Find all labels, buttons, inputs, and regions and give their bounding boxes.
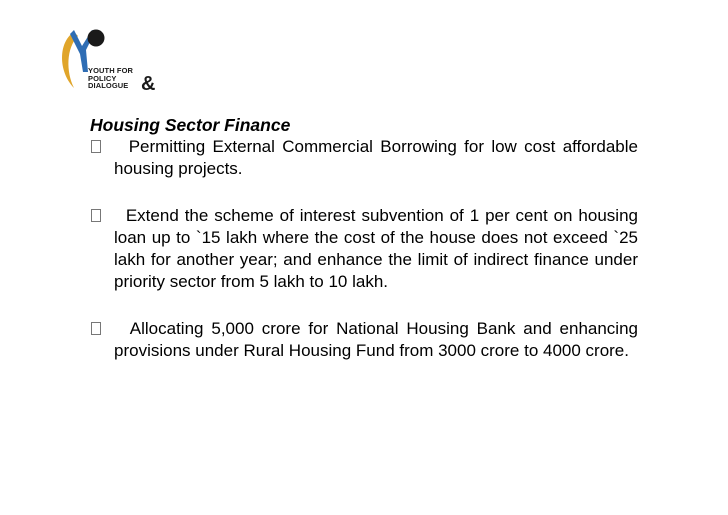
bullet-item-nhb-allocation [90, 318, 638, 362]
bullet-list [90, 136, 638, 362]
bullet-text: Permitting External Commercial Borrowing for low cost affordable housing projects. [114, 137, 638, 178]
square-bullet-icon [91, 140, 101, 153]
square-bullet-icon [91, 322, 101, 335]
bullet-text: Extend the scheme of interest subvention of 1 per cent on housing loan up to `15 lakh where the cost of the house does not exceed `25 lakh for another year; and enhance the limit of indirect finance under priority sector from 5 lakh to 10 lakh. [114, 206, 638, 291]
square-bullet-icon [91, 209, 101, 222]
logo-line-1: YOUTH FOR [88, 66, 134, 75]
organization-logo [56, 26, 176, 106]
logo-line-3: DIALOGUE [88, 81, 129, 90]
logo-wordmark [88, 67, 133, 90]
logo-ampersand: & [141, 73, 156, 95]
bullet-text: Allocating 5,000 crore for National Housing Bank and enhancing provisions under Rural Housing Fund from 3000 crore to 4000 crore. [114, 319, 638, 360]
slide-heading: Housing Sector Finance [90, 115, 291, 135]
bullet-item-ecb [90, 136, 638, 180]
logo-line-2: POLICY [88, 73, 117, 83]
slide-content [90, 114, 638, 387]
bullet-item-interest-subvention [90, 205, 638, 293]
